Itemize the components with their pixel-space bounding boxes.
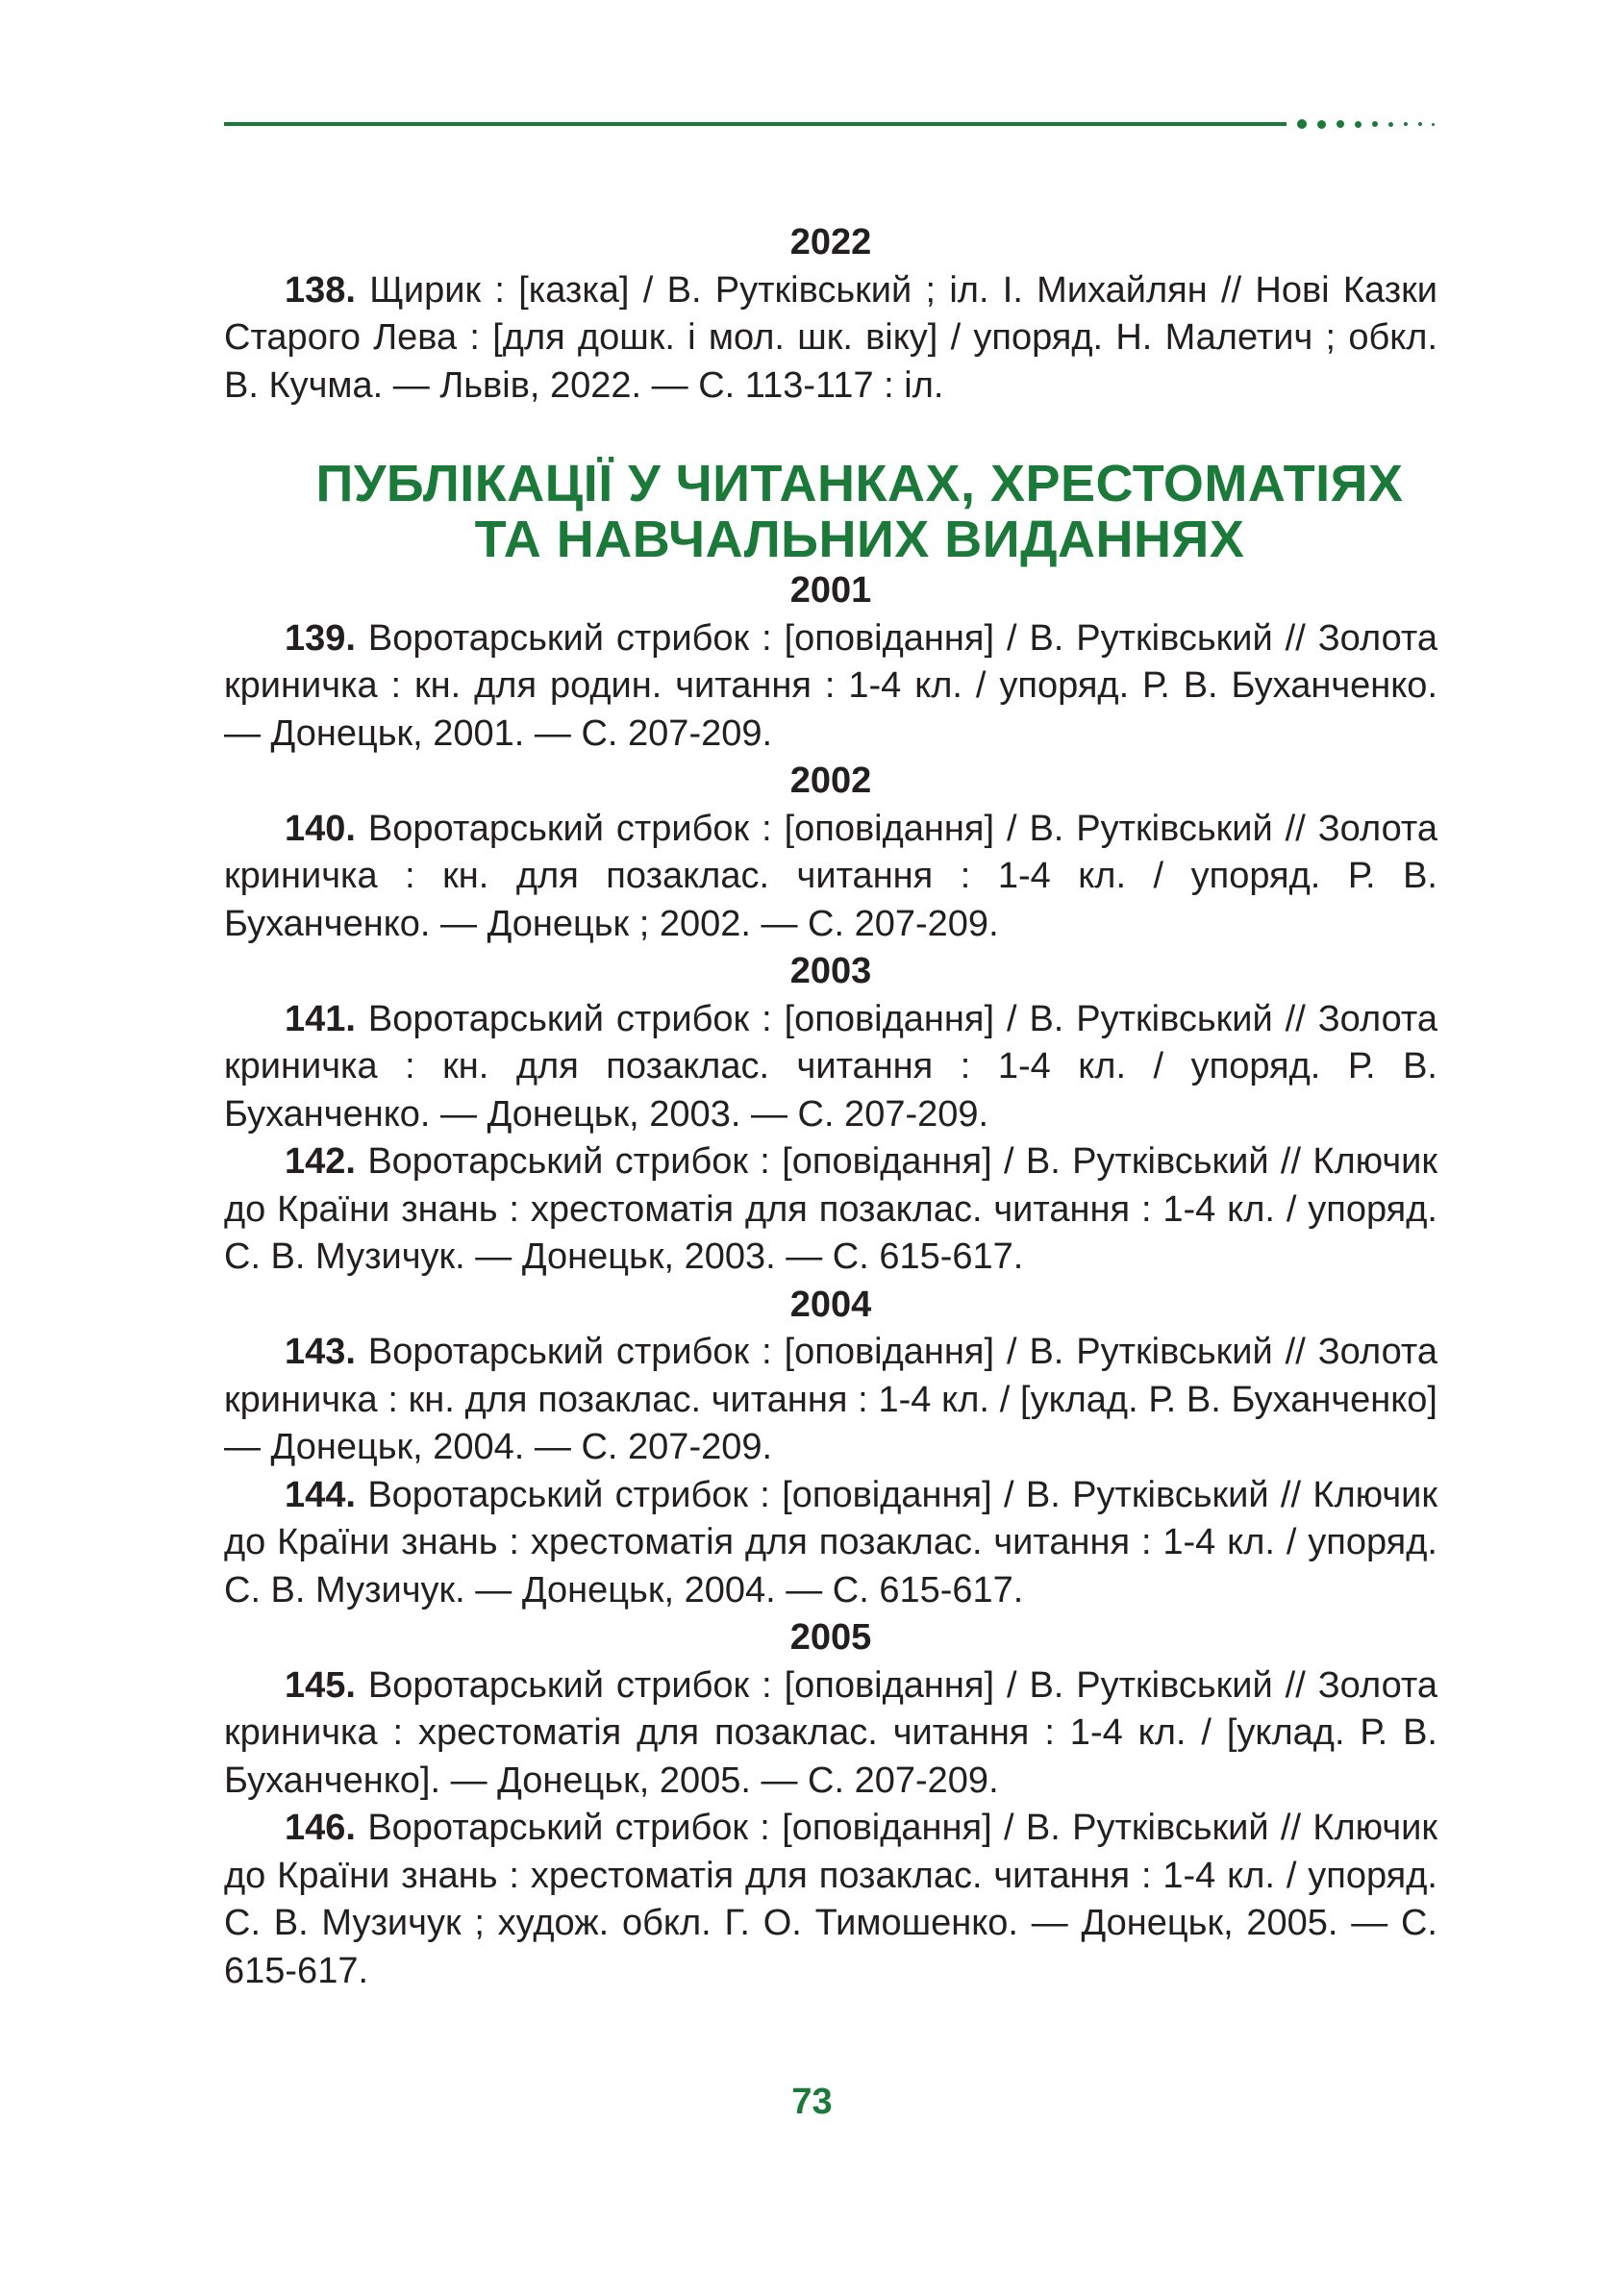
bibliography-entry — [224, 1805, 1437, 1995]
year-heading: 2001 — [789, 570, 872, 611]
header-rule-line — [224, 122, 1287, 126]
ornament-dot — [1418, 122, 1422, 126]
entry-number: 143. — [285, 1332, 356, 1372]
entry-text: Воротарський стрибок : [оповідання] / В. Рутківський // Золота криничка : хрестоматія для позаклас. читання : 1-4 кл. / [уклад. Р. В. Буханченко]. — Донецьк, 2005. — С. 207-209. — [224, 1664, 1437, 1801]
year-heading: 2022 — [789, 222, 872, 262]
ornament-dot — [1297, 119, 1307, 129]
entry-text: Воротарський стрибок : [оповідання] / В. Рутківський // Золота криничка : кн. для родин. читання : 1-4 кл. / упоряд. Р. В. Буханченко. — Донецьк, 2001. — С. 207-209. — [224, 617, 1437, 754]
bibliography-entry — [224, 267, 1437, 411]
section-title — [282, 456, 1437, 567]
ornament-dot — [1355, 121, 1362, 128]
bibliography-entry — [224, 806, 1437, 949]
entry-number: 140. — [285, 808, 356, 849]
entry-number: 139. — [285, 617, 356, 659]
bibliography-entry — [224, 1472, 1437, 1615]
ornament-dot — [1432, 123, 1435, 126]
ornament-dot — [1388, 122, 1393, 127]
bibliography-entry — [224, 615, 1437, 759]
bibliography-entry — [224, 1138, 1437, 1282]
entry-text: Воротарський стрибок : [оповідання] / В. Рутківський // Ключик до Країни знань : хрестоматія для позаклас. читання : 1-4 кл. / упоряд. С. В. Музичук. — Донецьк, 2004. — С. 615-617. — [224, 1474, 1437, 1610]
entry-number: 138. — [285, 269, 356, 311]
year-heading: 2003 — [789, 951, 872, 991]
entry-text: Щирик : [казка] / В. Рутківський ; іл. І. Михайлян // Нові Казки Старого Лева : [для дошк. і мол. шк. віку] / упоряд. Н. Малетич ; обкл. В. Кучма. — Львів, 2022. — С. 113-117 : іл. — [224, 269, 1437, 406]
entry-text: Воротарський стрибок : [оповідання] / В. Рутківський // Золота криничка : кн. для позаклас. читання : 1-4 кл. / упоряд. Р. В. Буханченко. — Донецьк ; 2002. — С. 207-209. — [224, 808, 1437, 944]
entry-number: 145. — [285, 1664, 356, 1706]
year-heading: 2002 — [789, 761, 872, 801]
entry-text: Воротарський стрибок : [оповідання] / В. Рутківський // Ключик до Країни знань : хрестоматія для позаклас. читання : 1-4 кл. / упоряд. С. В. Музичук ; худож. обкл. Г. О. Тимошенко. — Донецьк, 2005. — С. 615-617. — [224, 1808, 1437, 1991]
year-heading: 2004 — [789, 1284, 872, 1325]
bibliography-entry — [224, 1662, 1437, 1806]
year-heading: 2005 — [789, 1617, 872, 1658]
header-rule — [224, 117, 1437, 131]
entry-text: Воротарський стрибок : [оповідання] / В. Рутківський // Золота криничка : кн. для позаклас. читання : 1-4 кл. / [уклад. Р. В. Буханченко] — Донецьк, 2004. — С. 207-209. — [224, 1332, 1437, 1467]
bibliography-entry — [224, 1329, 1437, 1472]
section-title-line: ПУБЛІКАЦІЇ У ЧИТАНКАХ, ХРЕСТОМАТІЯХ — [315, 455, 1404, 512]
ornament-dot — [1404, 122, 1408, 126]
entry-number: 144. — [285, 1474, 356, 1515]
ornament-dot — [1317, 120, 1326, 129]
entry-number: 141. — [285, 998, 356, 1039]
ornament-dot — [1372, 121, 1378, 127]
entry-text: Воротарський стрибок : [оповідання] / В. Рутківський // Золота криничка : кн. для позаклас. читання : 1-4 кл. / упоряд. Р. В. Буханченко. — Донецьк, 2003. — С. 207-209. — [224, 998, 1437, 1135]
bibliography-entry — [224, 996, 1437, 1139]
ornament-dot — [1337, 120, 1344, 128]
entry-number: 142. — [285, 1141, 356, 1182]
entry-number: 146. — [285, 1808, 356, 1848]
page-number: 73 — [791, 2082, 833, 2122]
bibliography-content — [224, 219, 1437, 1995]
entry-text: Воротарський стрибок : [оповідання] / В. Рутківський // Ключик до Країни знань : хрестоматія для позаклас. читання : 1-4 кл. / упоряд. С. В. Музичук. — Донецьк, 2003. — С. 615-617. — [224, 1141, 1437, 1277]
section-title-line: ТА НАВЧАЛЬНИХ ВИДАННЯХ — [474, 511, 1245, 568]
